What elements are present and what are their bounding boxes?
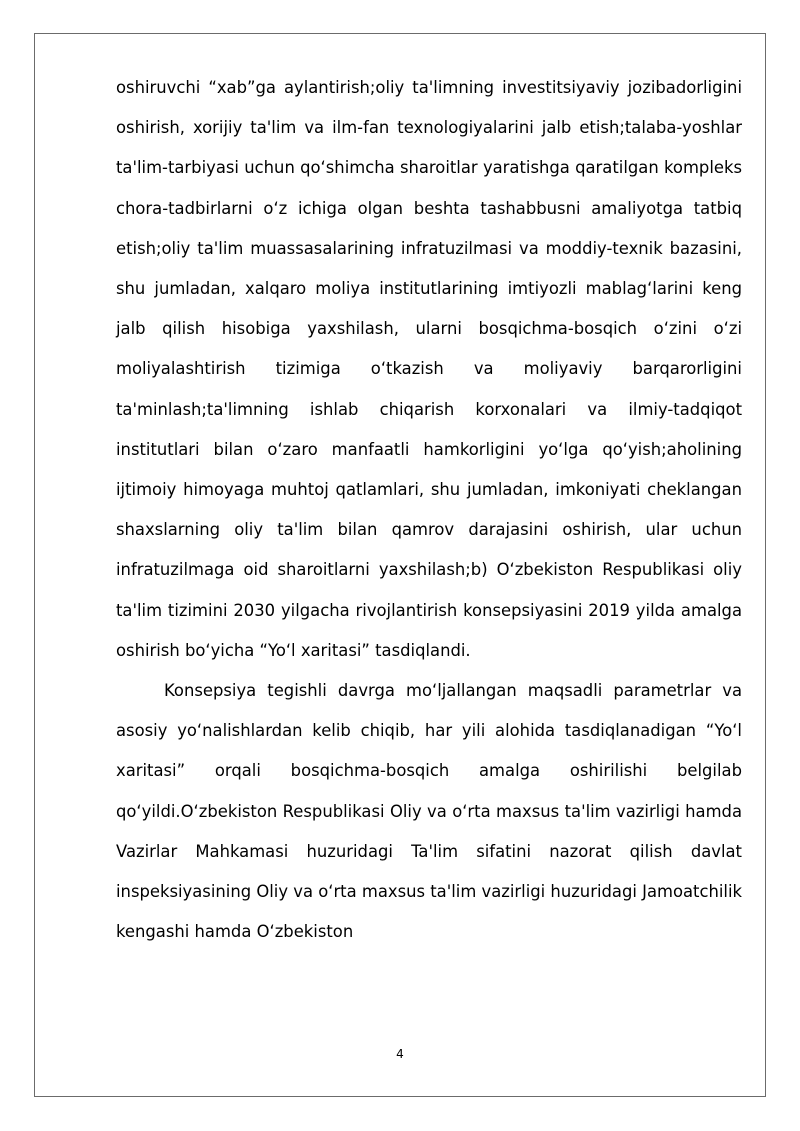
page-number: 4 [396, 1047, 404, 1061]
paragraph-continued: oshiruvchi “xab”ga aylantirish;oliy ta'limning investitsiyaviy jozibadorligini oshirish, xorijiy ta'lim va ilm-fan texnologiyalarini jalb etish;talaba-yoshlar ta'lim-tarbiyasi uchun qo‘shimcha sharoitlar yaratishga qaratilgan kompleks chora-tadbirlarni o‘z ichiga olgan beshta tashabbusni amaliyotga tatbiq etish;oliy ta'lim muassasalarining infratuzilmasi va moddiy-texnik bazasini, shu jumladan, xalqaro moliya institutlarining imtiyozli mablag‘larini keng jalb qilish hisobiga yaxshilash, ularni bosqichma-bosqich o‘zini o‘zi moliyalashtirish tizimiga o‘tkazish va moliyaviy barqarorligini ta'minlash;ta'limning ishlab chiqarish korxonalari va ilmiy-tadqiqot institutlari bilan o‘zaro manfaatli hamkorligini yo‘lga qo‘yish;aholining ijtimoiy himoyaga muhtoj qatlamlari, shu jumladan, imkoniyati cheklangan shaxslarning oliy ta'lim bilan qamrov darajasini oshirish, ular uchun infratuzilmaga oid sharoitlarni yaxshilash;b) O‘zbekiston Respublikasi oliy ta'lim tizimini 2030 yilgacha rivojlantirish konsepsiyasini 2019 yilda amalga oshirish bo‘yicha “Yo‘l xaritasi” tasdiqlandi. [116, 78, 742, 660]
document-body [116, 68, 742, 952]
paragraph-konsepsiya: Konsepsiya tegishli davrga mo‘ljallangan maqsadli parametrlar va asosiy yo‘nalishlardan kelib chiqib, har yili alohida tasdiqlanadigan “Yo‘l xaritasi” orqali bosqichma-bosqich amalga oshirilishi belgilab qo‘yildi.O‘zbekiston Respublikasi Oliy va o‘rta maxsus ta'lim vazirligi hamda Vazirlar Mahkamasi huzuridagi Ta'lim sifatini nazorat qilish davlat inspeksiyasining Oliy va o‘rta maxsus ta'lim vazirligi huzuridagi Jamoatchilik kengashi hamda O‘zbekiston [116, 681, 743, 942]
